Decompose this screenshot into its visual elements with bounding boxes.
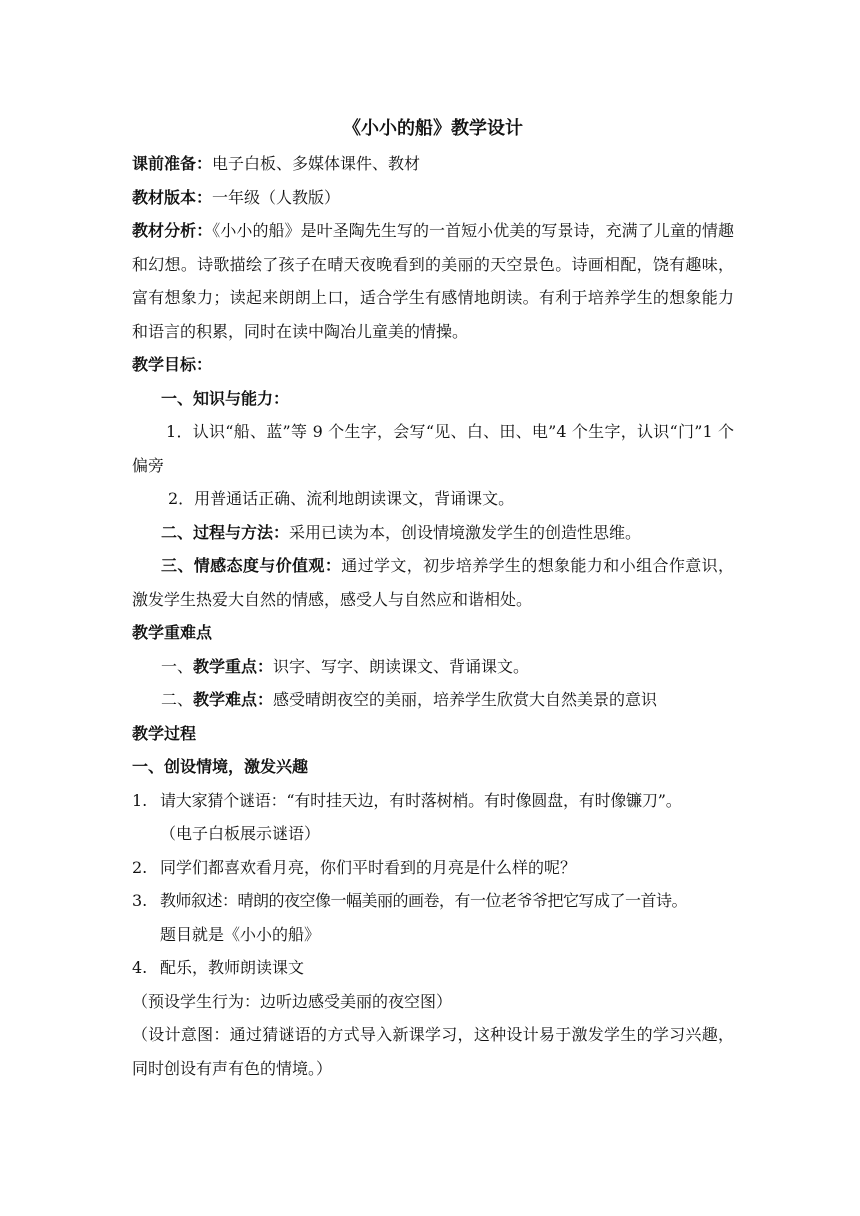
design-intent-note: （设计意图：通过猜谜语的方式导入新课学习，这种设计易于激发学生的学习兴趣，同时创设有声有色的情境。） <box>132 1025 734 1078</box>
goal-k2: 2．用普通话正确、流利地朗读课文，背诵课文。 <box>168 489 515 508</box>
key-points-heading: 教学重难点 <box>132 623 213 642</box>
preset-note: （预设学生行为：边听边感受美丽的夜空图） <box>132 991 453 1011</box>
list-item <box>132 951 734 985</box>
difficulty-label: 教学难点： <box>193 690 274 709</box>
emotion-goal-paragraph <box>132 549 734 616</box>
version-label: 教材版本： <box>132 187 213 207</box>
goals-heading: 教学目标： <box>132 355 213 374</box>
list-text: 教师叙述：晴朗的夜空像一幅美丽的画卷，有一位老爷爷把它写成了一首诗。 <box>160 891 688 910</box>
emotion-goal-text: 通过学文，初步培养学生的想象能力和小组合作意识，激发学生热爱大自然的情感，感受人与自然应和谐相处。 <box>132 556 734 609</box>
key-point-line <box>132 650 734 684</box>
prep-line <box>132 147 734 181</box>
list-text: 请大家猜个谜语：“有时挂天边，有时落树梢。有时像圆盘，有时像镰刀”。 <box>160 790 682 810</box>
list-item <box>132 884 734 951</box>
process-goal-text: 采用已读为本，创设情境激发学生的创造性思维。 <box>289 522 642 542</box>
difficulty-text: 感受晴朗夜空的美丽，培养学生欣赏大自然美景的意识 <box>273 690 658 709</box>
list-continuation: 题目就是《小小的船》 <box>160 924 321 944</box>
prep-text: 电子白板、多媒体课件、教材 <box>212 154 421 173</box>
document-page <box>132 112 734 1085</box>
list-item <box>132 784 734 851</box>
list-number: 4. <box>132 958 148 977</box>
difficulty-line <box>132 683 734 717</box>
version-text: 一年级（人教版） <box>212 187 341 207</box>
key-point-text: 识字、写字、朗读课文、背诵课文。 <box>273 656 530 676</box>
list-text: 配乐，教师朗读课文 <box>160 958 305 977</box>
list-number: 3. <box>132 891 148 910</box>
goal-k1: 1．认识“船、蓝”等 9 个生字，会写“见、白、田、电”4 个生字，认识“门”1 个偏旁 <box>132 422 734 475</box>
list-item <box>132 851 734 885</box>
difficulty-prefix: 二、 <box>161 690 194 709</box>
process-heading: 教学过程 <box>132 723 197 743</box>
key-point-prefix: 一、 <box>161 656 194 676</box>
document-title: 《小小的船》教学设计 <box>343 118 523 139</box>
list-number: 2. <box>132 857 148 877</box>
analysis-paragraph <box>132 214 734 348</box>
version-line <box>132 181 734 215</box>
list-text: 同学们都喜欢看月亮，你们平时看到的月亮是什么样的呢？ <box>160 857 577 877</box>
list-continuation: （电子白板展示谜语） <box>160 824 321 843</box>
process-goal-label: 二、过程与方法： <box>161 522 290 542</box>
process-goal-line <box>132 516 734 550</box>
emotion-goal-label: 三、情感态度与价值观： <box>161 556 342 575</box>
prep-label: 课前准备： <box>132 154 213 173</box>
analysis-text: 《小小的船》是叶圣陶先生写的一首短小优美的写景诗，充满了儿童的情趣和幻想。诗歌描绘了孩子在晴天夜晚看到的美丽的天空景色。诗画相配，饶有趣味，富有想象力；读起来朗朗上口，适合学生有感情地朗读。有利于培养学生的想象能力和语言的积累，同时在读中陶冶儿童美的情操。 <box>132 221 734 341</box>
list-number: 1. <box>132 790 148 810</box>
knowledge-heading: 一、知识与能力： <box>161 388 290 408</box>
analysis-label: 教材分析： <box>132 221 213 240</box>
key-point-label: 教学重点： <box>193 656 274 676</box>
section1-heading: 一、创设情境，激发兴趣 <box>132 757 309 776</box>
